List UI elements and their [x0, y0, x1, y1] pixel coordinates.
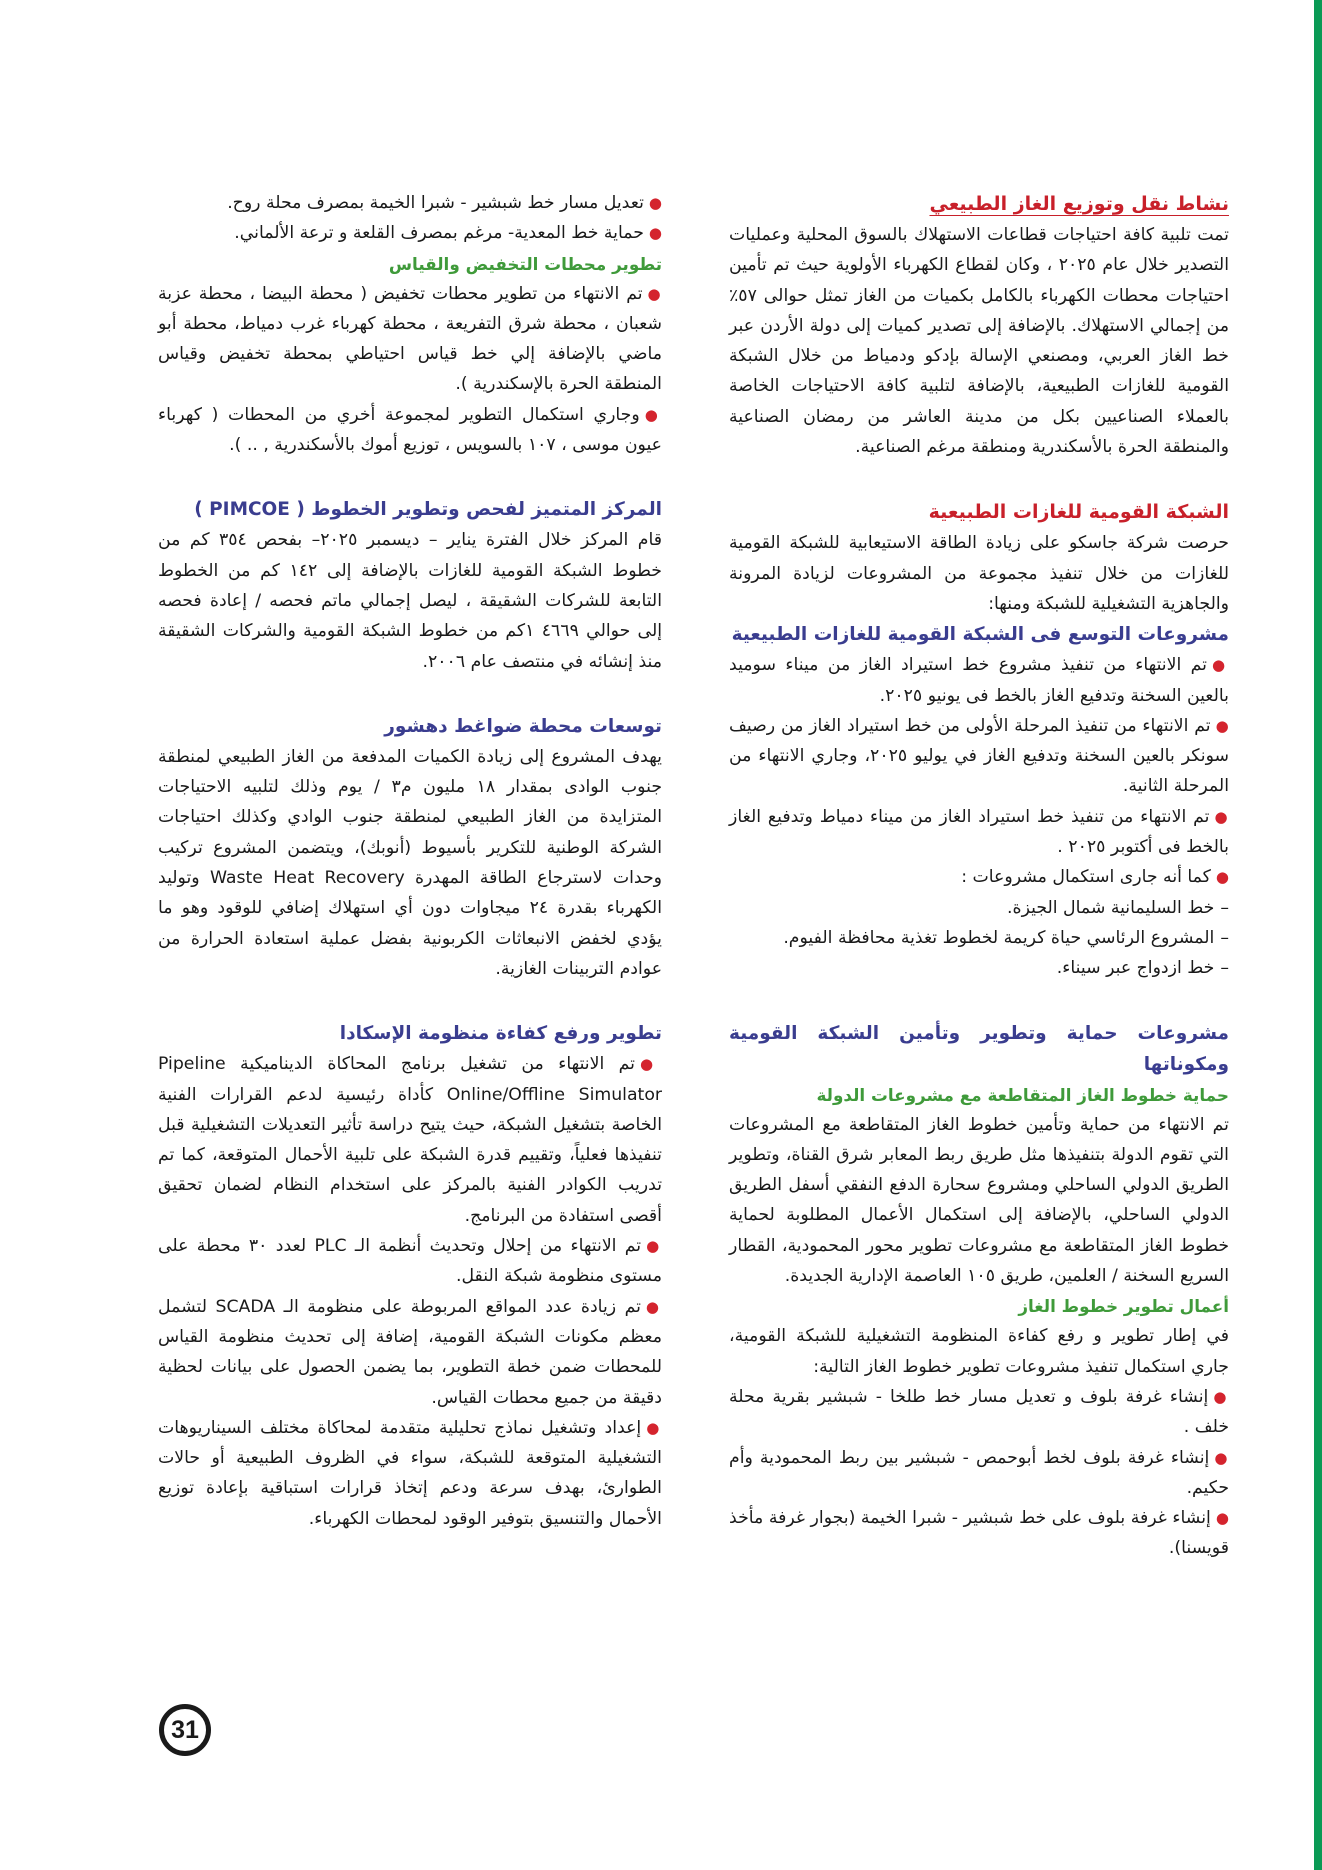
- subheading-reduction-stations: تطوير محطات التخفيض والقياس: [388, 253, 662, 274]
- scada-list: [158, 1049, 662, 1534]
- pipeline-development-list: [729, 1382, 1229, 1564]
- section-title-scada: تطوير ورفع كفاءة منظومة الإسكادا: [339, 1023, 662, 1045]
- right-column: [729, 188, 1229, 1564]
- grid-expansion-list: [729, 650, 1229, 983]
- bullet-dot-icon: ●: [1213, 1387, 1230, 1406]
- bullet-dot-icon: ●: [1215, 716, 1229, 735]
- list-item: ●تم الانتهاء من تشغيل برنامج المحاكاة الديناميكية Pipeline Online/Offline Simulator كأداة رئيسية لدعم القرارات الفنية الخاصة بتشغيل الشبكة، حيث يتيح دراسة تأثير التعديلات التشغيلية قبل تنفيذها فعلياً، وتقييم قدرة الشبكة على تلبية الأحمال المتوقعة، كما تم تدريب الكوادر الفنية بالمركز على استخدام النظام لضمان تحقيق أقصى استفادة من البرنامج.: [158, 1054, 662, 1226]
- bullet-dot-icon: ●: [647, 284, 662, 303]
- dash-icon: –: [1220, 897, 1229, 918]
- list-item: ●وجاري استكمال التطوير لمجموعة أخري من المحطات ( كهرباء عيون موسى ، ١٠٧ بالسويس ، توزيع أموك بالأسكندرية , .. ).: [158, 404, 663, 456]
- bullet-dot-icon: ●: [646, 1237, 662, 1256]
- section-title-pimcoe: المركز المتميز لفحص وتطوير الخطوط ( PIMCOE ): [194, 499, 662, 521]
- bullet-dot-icon: ●: [1215, 1509, 1230, 1528]
- bullet-dot-icon: ●: [646, 1418, 662, 1437]
- list-item: ●كما أنه جارى استكمال مشروعات :: [961, 867, 1229, 888]
- list-item: ●تم الانتهاء من تنفيذ مشروع خط استيراد الغاز من ميناء سوميد بالعين السخنة وتدفيع الغاز بالخط فى يونيو ٢٠٢٥.: [729, 655, 1229, 706]
- section-title-grid-protection: مشروعات حماية وتطوير وتأمين الشبكة القومية ومكوناتها: [729, 1022, 1229, 1075]
- reduction-stations-list: [158, 279, 662, 461]
- dahshour-paragraph: يهدف المشروع إلى زيادة الكميات المدفعة من الغاز الطبيعي لمنطقة جنوب الوادى بمقدار ١٨ مليون م٣ / يوم وذلك لتلبيه الاحتياجات المتزايدة من الغاز الطبيعي لمنطقة جنوب الوادي وكذلك احتياجات الشركة الوطنية للتكرير بأسيوط (أنوبك)، ويتضمن المشروع تركيب وحدات لاسترجاع الطاقة المهدرة Waste Heat Recovery وتوليد الكهرباء بقدرة ٢٤ ميجاوات دون أي استهلاك إضافي للوقود وهو ما يؤدي لخفض الانبعاثات الكربونية بفضل عملية استعادة الحرارة من عوادم التربينات الغازية.: [158, 746, 663, 979]
- subheading-pipeline-crossings: حماية خطوط الغاز المتقاطعة مع مشروعات الدولة: [816, 1084, 1229, 1105]
- bullet-dot-icon: ●: [1214, 1448, 1229, 1467]
- list-item: ●تم زيادة عدد المواقع المربوطة على منظومة الـ SCADA لتشمل معظم مكونات الشبكة القومية، إضافة إلى تحديث منظومة القياس للمحطات ضمن خطة التطوير، بما يضمن الحصول على بيانات لحظية دقيقة من جميع محطات القياس.: [158, 1296, 662, 1408]
- national-grid-paragraph: حرصت شركة جاسكو على زيادة الطاقة الاستيعابية للشبكة القومية للغازات من خلال تنفيذ مجموعة من المشروعات لزيادة المرونة والجاهزية التشغيلية للشبكة ومنها:: [729, 533, 1229, 614]
- list-item: ●إنشاء غرفة بلوف لخط أبوحمص - شبشير بين ربط المحمودية وأم حكيم.: [729, 1447, 1229, 1498]
- list-item: ●تم الانتهاء من تنفيذ المرحلة الأولى من خط استيراد الغاز من رصيف سونكر بالعين السخنة وتدفيع الغاز في يوليو ٢٠٢٥، وجاري الانتهاء من المرحلة الثانية.: [729, 715, 1229, 797]
- pipeline-development-paragraph: في إطار تطوير و رفع كفاءة المنظومة التشغيلية للشبكة القومية، جاري استكمال تنفيذ مشروعات تطوير خطوط الغاز التالية:: [729, 1326, 1229, 1377]
- bullet-dot-icon: ●: [639, 1055, 662, 1074]
- list-item: ●تم الانتهاء من إحلال وتحديث أنظمة الـ PLC لعدد ٣٠ محطة على مستوى منظومة شبكة النقل.: [158, 1236, 662, 1287]
- section-title-national-grid: الشبكة القومية للغازات الطبيعية: [928, 501, 1229, 524]
- bullet-dot-icon: ●: [648, 224, 662, 243]
- dash-icon: –: [1220, 927, 1229, 948]
- pimcoe-paragraph: قام المركز خلال الفترة يناير – ديسمبر ٢٠٢٥– بفحص ٣٥٤ كم من خطوط الشبكة القومية للغازات بالإضافة إلى ١٤٢ كم من الخطوط التابعة للشركات الشقيقة ، ليصل إجمالي ماتم فحصه / إعادة فحصه إلى حوالي ٤٦٦٩ ١كم من خطوط الشبكة القومية والشركات الشقيقة منذ إنشائه في منتصف عام ٢٠٠٦.: [158, 530, 663, 672]
- pipeline-crossings-paragraph: تم الانتهاء من حماية وتأمين خطوط الغاز المتقاطعة مع المشروعات التي تقوم الدولة بتنفيذها مثل طريق ربط المعابر شرق القناة، وتطوير الطريق الدولي الساحلي ومشروع سحارة الدفع النفقي أسفل الطريق الدولي الساحلي، بالإضافة إلى استكمال الأعمال المطلوبة لحماية خطوط الغاز المتقاطعة مع مشروعات تطوير محور المحمودية، القطار السريع السخنة / العلمين، طريق ١٠٥ العاصمة الإدارية الجديدة.: [729, 1114, 1229, 1287]
- continued-list: [158, 188, 662, 249]
- bullet-dot-icon: ●: [644, 405, 663, 424]
- list-item: ●إنشاء غرفة بلوف و تعديل مسار خط طلخا - شبشير بقرية محلة خلف .: [729, 1386, 1230, 1438]
- section-title-gas-transport: نشاط نقل وتوزيع الغاز الطبيعي: [929, 193, 1229, 215]
- list-item: ●تم الانتهاء من تنفيذ خط استيراد الغاز من ميناء دمياط وتدفيع الغاز بالخط فى أكتوبر ٢٠٢٥ .: [729, 806, 1229, 858]
- subheading-grid-expansion: مشروعات التوسع فى الشبكة القومية للغازات الطبيعية: [731, 624, 1229, 646]
- left-column: [158, 188, 662, 1534]
- page-edge-stripe: [1314, 0, 1322, 1870]
- bullet-dot-icon: ●: [1211, 656, 1229, 675]
- list-item: ●إنشاء غرفة بلوف على خط شبشير - شبرا الخيمة (بجوار غرفة مأخذ قويسنا).: [729, 1508, 1230, 1559]
- dash-item: –خط السليمانية شمال الجيزة.: [1007, 897, 1229, 918]
- list-item: ●تم الانتهاء من تطوير محطات تخفيض ( محطة البيضا ، محطة عزبة شعبان ، محطة شرق التفريعة ، محطة كهرباء غرب دمياط، محطة أبو ماضي بالإضافة إلي خط قياس احتياطي بمحطة تخفيض وقياس المنطقة الحرة بالإسكندرية ).: [158, 283, 662, 395]
- bullet-dot-icon: ●: [1215, 868, 1229, 887]
- dash-item: –خط ازدواج عبر سيناء.: [1056, 958, 1229, 979]
- list-item: ●إعداد وتشغيل نماذج تحليلية متقدمة لمحاكاة مختلف السيناريوهات التشغيلية المتوقعة للشبكة، سواء في الظروف الطبيعية أو حالات الطوارئ، بهدف سرعة ودعم إتخاذ قرارات استباقية بإعادة توزيع الأحمال والتنسيق بتوفير الوقود لمحطات الكهرباء.: [158, 1417, 662, 1529]
- bullet-dot-icon: ●: [645, 1297, 662, 1316]
- bullet-dot-icon: ●: [1214, 807, 1229, 826]
- dash-item: –المشروع الرئاسي حياة كريمة لخطوط تغذية محافظة الفيوم.: [783, 927, 1229, 948]
- dash-icon: –: [1220, 958, 1229, 979]
- subheading-pipeline-development: أعمال تطوير خطوط الغاز: [1018, 1296, 1229, 1317]
- list-item: ●حماية خط المعدية- مرغم بمصرف القلعة و ترعة الألماني.: [234, 223, 662, 244]
- section-title-dahshour-compressors: توسعات محطة ضواغط دهشور: [384, 715, 662, 737]
- page-number: 31: [159, 1704, 211, 1756]
- bullet-dot-icon: ●: [648, 194, 662, 212]
- list-item: ●تعديل مسار خط شبشير - شبرا الخيمة بمصرف محلة روح.: [227, 193, 662, 213]
- gas-transport-paragraph: تمت تلبية كافة احتياجات قطاعات الاستهلاك بالسوق المحلية وعمليات التصدير خلال عام ٢٠٢٥ ، وكان لقطاع الكهرباء الأولوية حيث تم تأمين احتياجات محطات الكهرباء بالكامل بكميات من الغاز تمثل حوالى ٥٧٪ من إجمالي الاستهلاك. بالإضافة إلى تصدير كميات إلى دولة الأردن عبر خط الغاز العربي، ومصنعي الإسالة بإدكو ودمياط من خلال الشبكة القومية للغازات الطبيعية، بالإضافة لتلبية كافة الاحتياجات الخاصة بالعملاء الصناعيين بكل من مدينة العاشر من رمضان الصناعية والمنطقة الحرة بالأسكندرية ومنطقة مرغم الصناعية.: [729, 225, 1229, 458]
